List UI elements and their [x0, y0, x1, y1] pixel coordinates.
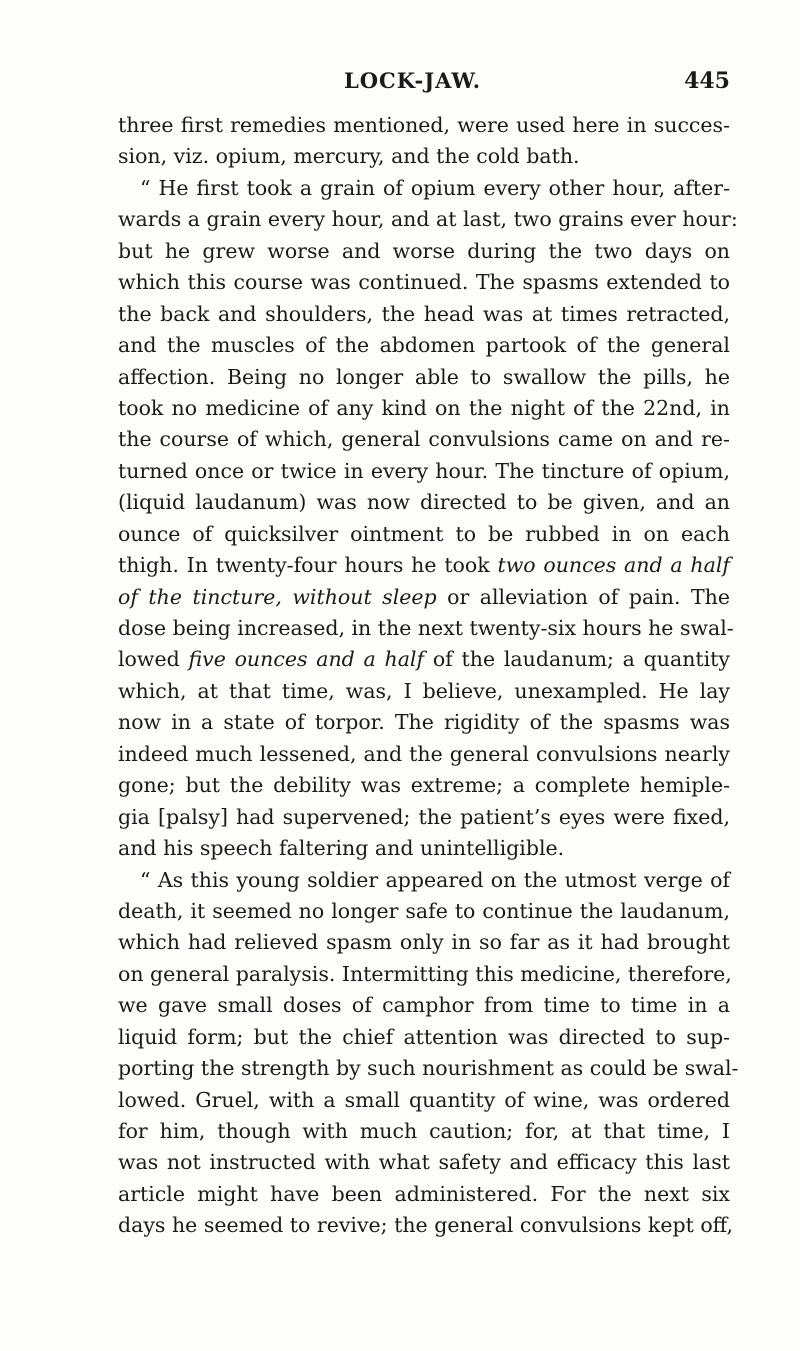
text-segment: lowed — [118, 647, 189, 672]
text-line: turned once or twice in every hour. The tincture of opium, — [118, 458, 730, 483]
text-line: ounce of quicksilver ointment to be rubbed in on each — [118, 521, 730, 546]
text-line: article might have been administered. For the next six — [118, 1181, 730, 1206]
text-line: three first remedies mentioned, were used here in succes- — [118, 113, 730, 137]
text-line: which, at that time, was, I believe, unexampled. He lay — [118, 678, 730, 703]
text-line: but he grew worse and worse during the two days on — [118, 238, 730, 263]
text-line: was not instructed with what safety and efficacy this last — [118, 1150, 730, 1175]
text-line: gone; but the debility was extreme; a complete hemiple- — [118, 773, 730, 798]
page-number: 445 — [684, 68, 730, 94]
italic-text: five ounces and a half — [188, 647, 425, 672]
text-line: now in a state of torpor. The rigidity of the spasms was — [118, 710, 730, 735]
body-text — [118, 110, 739, 1242]
text-line: “ As this young soldier appeared on the utmost verge of — [140, 867, 730, 892]
text-line: death, it seemed no longer safe to continue the laudanum, — [118, 898, 730, 923]
text-line: “ He first took a grain of opium every other hour, after- — [140, 175, 730, 200]
text-line: the back and shoulders, the head was at times retracted, — [118, 301, 730, 326]
text-line: sion, viz. opium, mercury, and the cold bath. — [118, 144, 580, 169]
text-line: (liquid laudanum) was now directed to be given, and an — [118, 490, 730, 515]
text-line: wards a grain every hour, and at last, two grains ever hour: — [118, 207, 738, 232]
text-line: lowed. Gruel, with a small quantity of wine, was ordered — [118, 1087, 730, 1112]
text-line: for him, though with much caution; for, at that time, I — [118, 1119, 730, 1143]
text-line: affection. Being no longer able to swallow the pills, he — [118, 364, 730, 389]
text-line — [118, 550, 730, 581]
text-segment: thigh. In twenty-four hours he took — [118, 553, 498, 578]
text-segment: or alleviation of pain. The — [447, 584, 730, 609]
page-header — [118, 68, 730, 102]
text-line — [118, 582, 730, 613]
text-line: and his speech faltering and unintelligible. — [118, 836, 565, 861]
text-line: liquid form; but the chief attention was directed to sup- — [118, 1024, 730, 1049]
text-line: gia [palsy] had supervened; the patient’s eyes were fixed, — [118, 804, 730, 829]
text-line: took no medicine of any kind on the night of the 22nd, in — [118, 395, 730, 420]
italic-text: two ounces and a half — [497, 553, 730, 578]
italic-text: of the tincture, without sleep — [118, 584, 437, 609]
text-line: which this course was continued. The spasms extended to — [118, 270, 730, 295]
text-line: we gave small doses of camphor from time to time in a — [118, 993, 730, 1018]
running-head: LOCK-JAW. — [344, 68, 482, 93]
text-line: on general paralysis. Intermitting this medicine, therefore, — [118, 961, 732, 986]
text-segment: of the laudanum; a quantity — [424, 647, 731, 672]
text-line: days he seemed to revive; the general convulsions kept off, — [118, 1213, 734, 1238]
text-line: and the muscles of the abdomen partook of the general — [118, 333, 730, 358]
text-line: porting the strength by such nourishment as could be swal- — [118, 1056, 739, 1081]
text-line: dose being increased, in the next twenty-six hours he swal- — [118, 616, 734, 640]
text-line: indeed much lessened, and the general convulsions nearly — [118, 741, 730, 766]
text-line: the course of which, general convulsions came on and re- — [118, 427, 730, 452]
text-line: which had relieved spasm only in so far as it had brought — [118, 930, 730, 955]
text-line — [118, 644, 730, 675]
